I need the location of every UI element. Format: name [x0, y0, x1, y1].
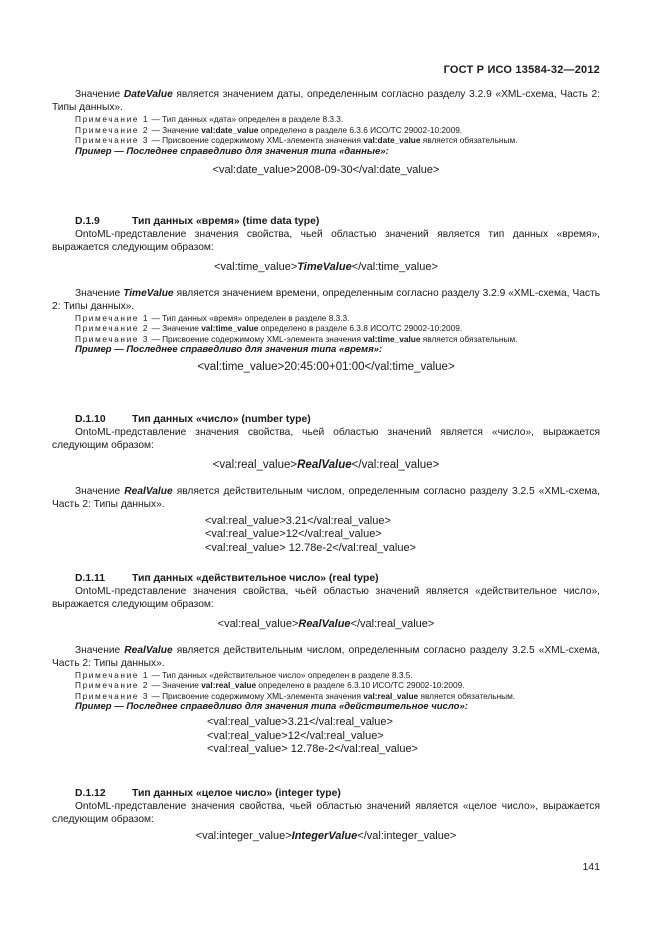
- code-line: <val:time_value>20:45:00+01:00</val:time_value>: [197, 361, 455, 373]
- section-heading: D.1.12 Тип данных «целое число» (integer type): [75, 788, 341, 799]
- note-2: Примечание 2 — Значение val:time_value определено в разделе 6.3.8 ИСО/ТС 29002-10:2009.: [75, 323, 463, 333]
- code-line: <val:integer_value>IntegerValue</val:integer_value>: [195, 830, 457, 842]
- code-line: <val:time_value>TimeValue</val:time_value>: [214, 261, 438, 273]
- number-type-section: [52, 413, 600, 555]
- standard-header: ГОСТ Р ИСО 13584-32—2012: [443, 64, 600, 76]
- example-line: <val:real_value>3.21</val:real_value>: [205, 514, 391, 527]
- example-line: <val:real_value> 12.78e-2</val:real_value>: [207, 743, 418, 755]
- example-label: Пример — Последнее справедливо для значения типа «время»:: [75, 344, 383, 355]
- example-line: <val:real_value>3.21</val:real_value>: [207, 716, 393, 728]
- real-value-paragraph: Значение RealValue является действительным числом, определенным согласно разделу 3.2.5 «XML-схема, Часть 2: Типы данных».: [52, 485, 600, 510]
- example-line: <val:real_value>12</val:real_value>: [207, 729, 384, 742]
- real-value-paragraph: Значение RealValue является действительным числом, определенным согласно разделу 3.2.5 «XML-схема, Часть 2: Типы данных».: [52, 644, 600, 669]
- page-number: 141: [582, 861, 600, 873]
- intro-paragraph: OntoML-представление значения свойства, чьей областью значений является «целое число», выражается следующим образом:: [52, 801, 600, 825]
- date-value-paragraph: Значение DateValue является значением даты, определенным согласно разделу 3.2.9 «XML-схема, Часть 2: Типы данных».: [52, 89, 601, 113]
- intro-paragraph: OntoML-представление значения свойства, чьей областью значений является «число», выражается следующим образом:: [52, 427, 600, 451]
- section-heading: D.1.10 Тип данных «число» (number type): [75, 414, 311, 425]
- note-2: Примечание 2 — Значение val:date_value определено в разделе 6.3.6 ИСО/ТС 29002-10:2009.: [75, 124, 463, 135]
- intro-paragraph: OntoML-представление значения свойства, чьей областью значений является «действительное число», выражается следующим образом:: [52, 586, 600, 610]
- note-1: Примечание 1 — Тип данных «действительное число» определен в разделе 8.3.5.: [75, 669, 413, 680]
- example-line: <val:real_value>12</val:real_value>: [205, 528, 382, 540]
- code-line: <val:date_value>2008-09-30</val:date_value>: [212, 163, 440, 176]
- intro-paragraph: OntoML-представление значения свойства, чьей областью значений является тип данных «время», выражается следующим образом:: [52, 229, 600, 253]
- note-2: Примечание 2 — Значение val:real_value определено в разделе 6.3.10 ИСО/ТС 29002-10:2009.: [75, 680, 465, 690]
- integer-type-section: [52, 787, 600, 844]
- example-label: Пример — Последнее справедливо для значения типа «действительное число»:: [75, 701, 468, 712]
- section-heading: D.1.11 Тип данных «действительное число» (real type): [75, 573, 379, 584]
- note-3: Примечание 3 — Присвоение содержимому XML-элемента значения val:time_value является обязательным.: [75, 333, 518, 344]
- section-heading: D.1.9 Тип данных «время» (time data type): [75, 216, 320, 227]
- code-line: <val:real_value>RealValue</val:real_value>: [217, 618, 435, 630]
- example-line: <val:real_value> 12.78e-2</val:real_value>: [205, 541, 416, 554]
- code-line: <val:real_value>RealValue</val:real_value>: [212, 459, 440, 471]
- time-type-section: [52, 215, 600, 375]
- date-value-section: [52, 88, 600, 177]
- note-1: Примечание 1 — Тип данных «время» определен в разделе 8.3.3.: [75, 312, 350, 323]
- real-type-section: [52, 572, 600, 757]
- note-1: Примечание 1 — Тип данных «дата» определен в разделе 8.3.3.: [75, 114, 344, 124]
- note-3: Примечание 3 — Присвоение содержимому XML-элемента значения val:real_value является обязательным.: [75, 690, 516, 701]
- note-3: Примечание 3 — Присвоение содержимому XML-элемента значения val:date_value является обязательным.: [75, 135, 518, 145]
- example-label: Пример — Последнее справедливо для значения типа «данные»:: [75, 145, 389, 157]
- time-value-paragraph: Значение TimeValue является значением времени, определенным согласно разделу 3.2.9 «XML-схема, Часть 2: Типы данных».: [52, 287, 600, 312]
